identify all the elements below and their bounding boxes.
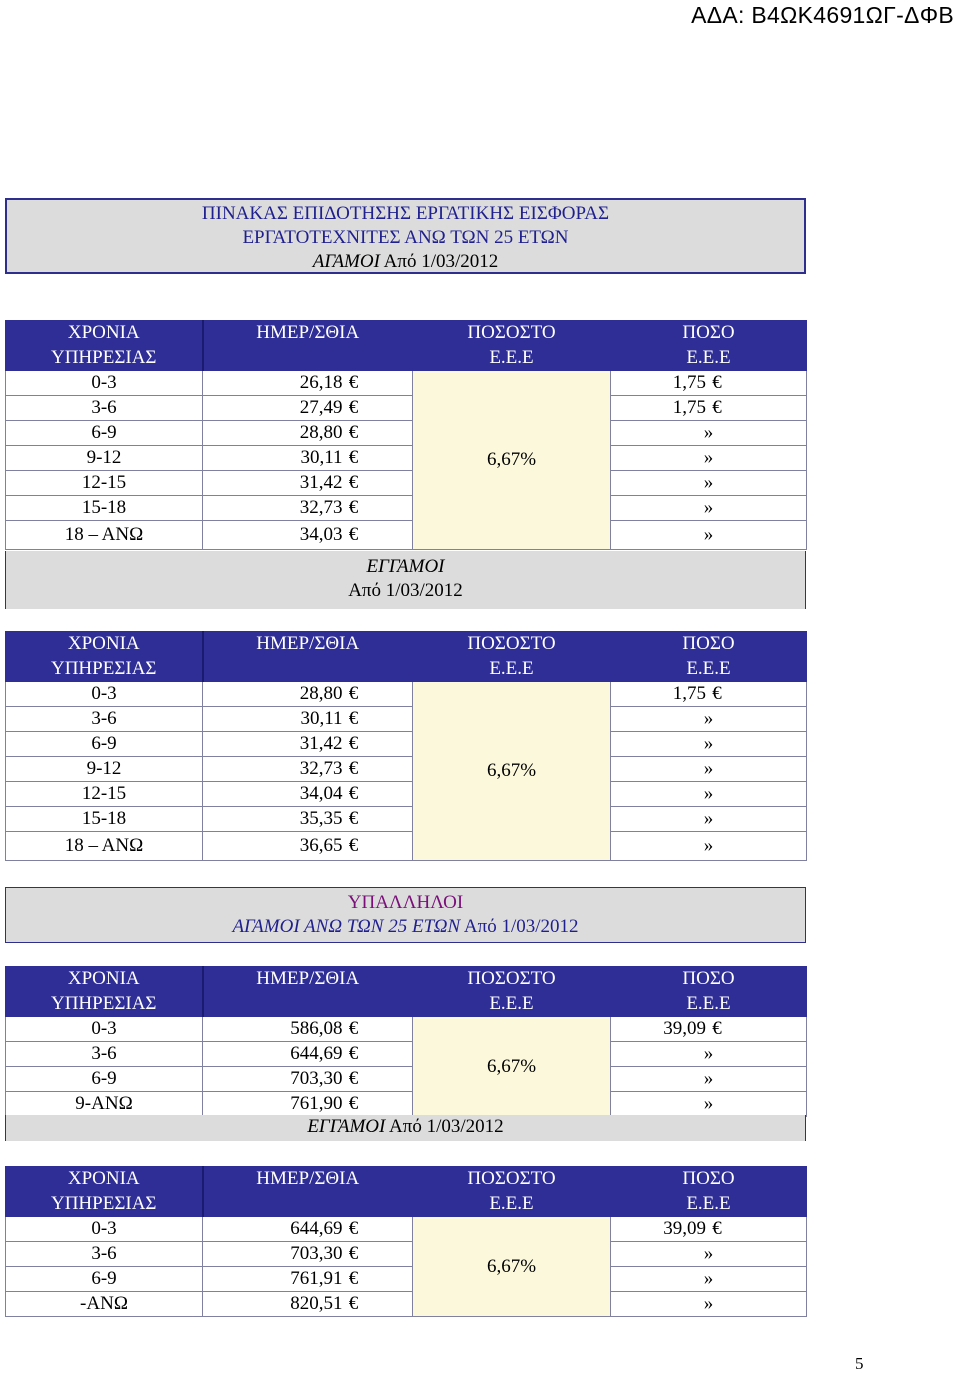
col-years-header: ΧΡΟΝΙΑ: [6, 967, 203, 992]
years-cell: 6-9: [6, 1067, 203, 1092]
table-employees-married: [5, 1166, 807, 1317]
section-married-date: Από 1/03/2012: [348, 580, 463, 601]
daily-wage-cell: [203, 521, 413, 550]
section-employees-banner: [5, 887, 806, 943]
euro-sign: €: [348, 1093, 359, 1114]
header-row: [6, 1192, 807, 1217]
col-years-header: ΥΠΗΡΕΣΙΑΣ: [6, 657, 203, 682]
amount-cell: [611, 1067, 807, 1092]
euro-sign: €: [348, 1293, 359, 1314]
col-daily-header: [203, 1192, 413, 1217]
euro-sign: €: [712, 683, 722, 704]
col-amount-header: ΠΟΣΟ: [611, 967, 807, 992]
col-amount-header: Ε.Ε.Ε: [611, 992, 807, 1017]
daily-wage-cell: [203, 707, 413, 732]
euro-sign: €: [712, 1218, 722, 1239]
col-percent-header: ΠΟΣΟΣΤΟ: [413, 321, 611, 346]
section-employees-married-banner: [5, 1115, 806, 1141]
euro-sign: €: [348, 758, 359, 779]
amount-cell: [611, 471, 807, 496]
amount-cell: [611, 521, 807, 550]
amount-cell: [611, 1017, 807, 1042]
amount-value: »: [703, 733, 714, 754]
col-years-header: ΧΡΟΝΙΑ: [6, 1167, 203, 1192]
table-row: [6, 1017, 807, 1042]
amount-value: »: [703, 783, 714, 804]
amount-value: »: [703, 1043, 714, 1064]
col-amount-header: ΠΟΣΟ: [611, 632, 807, 657]
amount-cell: [611, 807, 807, 832]
table-row: [6, 1042, 807, 1067]
daily-wage-cell: [203, 1267, 413, 1292]
title-line-1: ΠΙΝΑΚΑΣ ΕΠΙΔΟΤΗΣΗΣ ΕΡΓΑΤΙΚΗΣ ΕΙΣΦΟΡΑΣ: [201, 203, 610, 224]
euro-sign: €: [348, 372, 359, 393]
col-years-header: ΧΡΟΝΙΑ: [6, 632, 203, 657]
daily-wage-value: 31,42: [299, 733, 343, 754]
header-row: [6, 632, 807, 657]
years-cell: -ΑΝΩ: [6, 1292, 203, 1317]
daily-wage-value: 703,30: [290, 1243, 343, 1264]
years-cell: 12-15: [6, 471, 203, 496]
table-row: [6, 471, 807, 496]
table-row: [6, 757, 807, 782]
years-cell: 18 – ΑΝΩ: [6, 521, 203, 550]
euro-sign: €: [348, 808, 359, 829]
years-cell: 0-3: [6, 1017, 203, 1042]
col-percent-header: Ε.Ε.Ε: [413, 346, 611, 371]
euro-sign: €: [712, 1018, 722, 1039]
years-cell: 9-12: [6, 757, 203, 782]
table-row: [6, 496, 807, 521]
daily-wage-value: 761,90: [290, 1093, 343, 1114]
daily-wage-cell: [203, 1217, 413, 1242]
section-married-banner: [5, 551, 806, 609]
table-row: [6, 421, 807, 446]
section-married-title: ΕΓΓΑΜΟΙ: [366, 556, 445, 577]
daily-wage-cell: [203, 446, 413, 471]
euro-sign: €: [348, 783, 359, 804]
col-amount-header: Ε.Ε.Ε: [611, 346, 807, 371]
amount-value: 39,09: [663, 1018, 706, 1039]
amount-value: »: [703, 1068, 714, 1089]
header-row: [6, 657, 807, 682]
title-line-3-italic: ΑΓΑΜΟΙ: [312, 251, 380, 272]
amount-cell: [611, 732, 807, 757]
daily-wage-value: 30,11: [300, 447, 343, 468]
euro-sign: €: [348, 683, 359, 704]
euro-sign: €: [348, 1243, 359, 1264]
daily-wage-value: 32,73: [299, 758, 343, 779]
amount-value: »: [703, 422, 714, 443]
col-years-header: ΥΠΗΡΕΣΙΑΣ: [6, 992, 203, 1017]
years-cell: 6-9: [6, 1267, 203, 1292]
amount-cell: [611, 1092, 807, 1117]
amount-value: »: [703, 758, 714, 779]
daily-wage-value: 820,51: [290, 1293, 343, 1314]
section-employees-married-title: ΕΓΓΑΜΟΙ: [307, 1116, 386, 1137]
col-daily-header: [203, 657, 413, 682]
amount-value: »: [703, 447, 714, 468]
euro-sign: €: [712, 397, 722, 418]
daily-wage-cell: [203, 732, 413, 757]
years-cell: 18 – ΑΝΩ: [6, 832, 203, 861]
amount-value: »: [703, 708, 714, 729]
percent-cell: 6,67%: [413, 371, 611, 550]
daily-wage-value: 34,03: [299, 524, 343, 545]
amount-value: »: [703, 472, 714, 493]
euro-sign: €: [348, 497, 359, 518]
years-cell: 9-ΑΝΩ: [6, 1092, 203, 1117]
col-percent-header: ΠΟΣΟΣΤΟ: [413, 632, 611, 657]
table-employees-single: [5, 966, 807, 1117]
amount-value: »: [703, 524, 714, 545]
years-cell: 6-9: [6, 732, 203, 757]
amount-cell: [611, 1042, 807, 1067]
table-workers-married: [5, 631, 807, 861]
amount-cell: [611, 1217, 807, 1242]
daily-wage-cell: [203, 421, 413, 446]
amount-cell: [611, 782, 807, 807]
amount-cell: [611, 1242, 807, 1267]
daily-wage-value: 586,08: [290, 1018, 343, 1039]
daily-wage-cell: [203, 832, 413, 861]
daily-wage-value: 703,30: [290, 1068, 343, 1089]
table-row: [6, 782, 807, 807]
col-daily-header: ΗΜΕΡ/ΣΘΙΑ: [203, 1167, 413, 1192]
col-years-header: ΥΠΗΡΕΣΙΑΣ: [6, 346, 203, 371]
daily-wage-cell: [203, 682, 413, 707]
years-cell: 6-9: [6, 421, 203, 446]
euro-sign: €: [348, 733, 359, 754]
daily-wage-cell: [203, 1042, 413, 1067]
table-row: [6, 521, 807, 550]
table-row: [6, 1267, 807, 1292]
amount-value: »: [703, 1293, 714, 1314]
euro-sign: €: [348, 472, 359, 493]
daily-wage-cell: [203, 757, 413, 782]
daily-wage-cell: [203, 782, 413, 807]
years-cell: 0-3: [6, 371, 203, 396]
col-years-header: ΥΠΗΡΕΣΙΑΣ: [6, 1192, 203, 1217]
table-row: [6, 396, 807, 421]
daily-wage-cell: [203, 371, 413, 396]
table-row: [6, 1092, 807, 1117]
table-row: [6, 1217, 807, 1242]
col-years-header: ΧΡΟΝΙΑ: [6, 321, 203, 346]
euro-sign: €: [348, 524, 359, 545]
amount-cell: [611, 396, 807, 421]
amount-value: »: [703, 1243, 714, 1264]
table-row: [6, 682, 807, 707]
amount-cell: [611, 1292, 807, 1317]
header-row: [6, 992, 807, 1017]
header-row: [6, 346, 807, 371]
col-daily-header: ΗΜΕΡ/ΣΘΙΑ: [203, 321, 413, 346]
euro-sign: €: [712, 372, 722, 393]
percent-cell: 6,67%: [413, 1017, 611, 1117]
col-percent-header: Ε.Ε.Ε: [413, 1192, 611, 1217]
daily-wage-value: 761,91: [290, 1268, 343, 1289]
table-row: [6, 1242, 807, 1267]
header-row: [6, 967, 807, 992]
amount-cell: [611, 446, 807, 471]
daily-wage-cell: [203, 807, 413, 832]
euro-sign: €: [348, 422, 359, 443]
col-daily-header: [203, 346, 413, 371]
col-daily-header: ΗΜΕΡ/ΣΘΙΑ: [203, 632, 413, 657]
amount-cell: [611, 421, 807, 446]
daily-wage-value: 644,69: [290, 1043, 343, 1064]
col-amount-header: ΠΟΣΟ: [611, 321, 807, 346]
col-amount-header: ΠΟΣΟ: [611, 1167, 807, 1192]
document-id: ΑΔΑ: Β4ΩΚ4691ΩΓ-ΔΦΒ: [691, 2, 954, 28]
years-cell: 15-18: [6, 496, 203, 521]
years-cell: 0-3: [6, 682, 203, 707]
amount-cell: [611, 757, 807, 782]
table-row: [6, 707, 807, 732]
title-line-3: [7, 250, 804, 274]
euro-sign: €: [348, 1043, 359, 1064]
amount-cell: [611, 496, 807, 521]
amount-cell: [611, 682, 807, 707]
daily-wage-cell: [203, 1067, 413, 1092]
table-row: [6, 832, 807, 861]
section-employees-title: ΥΠΑΛΛΗΛΟΙ: [347, 892, 464, 913]
amount-value: 1,75: [672, 372, 706, 393]
section-employees-married-date: Από 1/03/2012: [389, 1116, 504, 1137]
years-cell: 12-15: [6, 782, 203, 807]
amount-cell: [611, 1267, 807, 1292]
amount-value: »: [703, 835, 714, 856]
daily-wage-value: 27,49: [299, 397, 343, 418]
daily-wage-cell: [203, 496, 413, 521]
daily-wage-value: 34,04: [299, 783, 343, 804]
euro-sign: €: [348, 447, 359, 468]
table-workers-single: [5, 320, 807, 550]
header-row: [6, 1167, 807, 1192]
amount-value: »: [703, 1268, 714, 1289]
table-row: [6, 1292, 807, 1317]
daily-wage-value: 644,69: [290, 1218, 343, 1239]
years-cell: 3-6: [6, 1242, 203, 1267]
table-row: [6, 1067, 807, 1092]
daily-wage-cell: [203, 396, 413, 421]
daily-wage-value: 35,35: [299, 808, 343, 829]
col-daily-header: [203, 992, 413, 1017]
amount-cell: [611, 707, 807, 732]
amount-cell: [611, 832, 807, 861]
years-cell: 15-18: [6, 807, 203, 832]
euro-sign: €: [348, 708, 359, 729]
daily-wage-cell: [203, 1242, 413, 1267]
daily-wage-value: 36,65: [299, 835, 343, 856]
percent-cell: 6,67%: [413, 1217, 611, 1317]
years-cell: 0-3: [6, 1217, 203, 1242]
daily-wage-value: 31,42: [299, 472, 343, 493]
daily-wage-value: 28,80: [299, 683, 343, 704]
table-row: [6, 732, 807, 757]
col-percent-header: Ε.Ε.Ε: [413, 992, 611, 1017]
amount-value: »: [703, 808, 714, 829]
title-line-2: ΕΡΓΑΤΟΤΕΧΝΙΤΕΣ ΑΝΩ ΤΩΝ 25 ΕΤΩΝ: [242, 227, 569, 248]
amount-value: »: [703, 497, 714, 518]
title-banner: [5, 198, 806, 274]
amount-value: 39,09: [663, 1218, 706, 1239]
title-line-3-date: Από 1/03/2012: [383, 251, 499, 272]
col-percent-header: ΠΟΣΟΣΤΟ: [413, 967, 611, 992]
table-row: [6, 371, 807, 396]
amount-cell: [611, 371, 807, 396]
section-employees-date: Από 1/03/2012: [463, 916, 579, 937]
col-percent-header: Ε.Ε.Ε: [413, 657, 611, 682]
header-row: [6, 321, 807, 346]
euro-sign: €: [348, 1068, 359, 1089]
table-row: [6, 446, 807, 471]
page-number: 5: [855, 1354, 864, 1373]
table-row: [6, 807, 807, 832]
amount-value: 1,75: [672, 683, 706, 704]
daily-wage-value: 30,11: [300, 708, 343, 729]
daily-wage-value: 32,73: [299, 497, 343, 518]
years-cell: 3-6: [6, 1042, 203, 1067]
col-amount-header: Ε.Ε.Ε: [611, 657, 807, 682]
euro-sign: €: [348, 835, 359, 856]
euro-sign: €: [348, 1218, 359, 1239]
daily-wage-cell: [203, 1092, 413, 1117]
euro-sign: €: [348, 397, 359, 418]
daily-wage-value: 28,80: [299, 422, 343, 443]
daily-wage-cell: [203, 471, 413, 496]
years-cell: 3-6: [6, 707, 203, 732]
amount-value: 1,75: [672, 397, 706, 418]
years-cell: 3-6: [6, 396, 203, 421]
percent-cell: 6,67%: [413, 682, 611, 861]
years-cell: 9-12: [6, 446, 203, 471]
amount-value: »: [703, 1093, 714, 1114]
section-employees-subtitle: ΑΓΑΜΟΙ ΑΝΩ ΤΩΝ 25 ΕΤΩΝ: [232, 916, 461, 937]
daily-wage-cell: [203, 1017, 413, 1042]
euro-sign: €: [348, 1268, 359, 1289]
daily-wage-value: 26,18: [299, 372, 343, 393]
col-amount-header: Ε.Ε.Ε: [611, 1192, 807, 1217]
daily-wage-cell: [203, 1292, 413, 1317]
euro-sign: €: [348, 1018, 359, 1039]
col-daily-header: ΗΜΕΡ/ΣΘΙΑ: [203, 967, 413, 992]
col-percent-header: ΠΟΣΟΣΤΟ: [413, 1167, 611, 1192]
